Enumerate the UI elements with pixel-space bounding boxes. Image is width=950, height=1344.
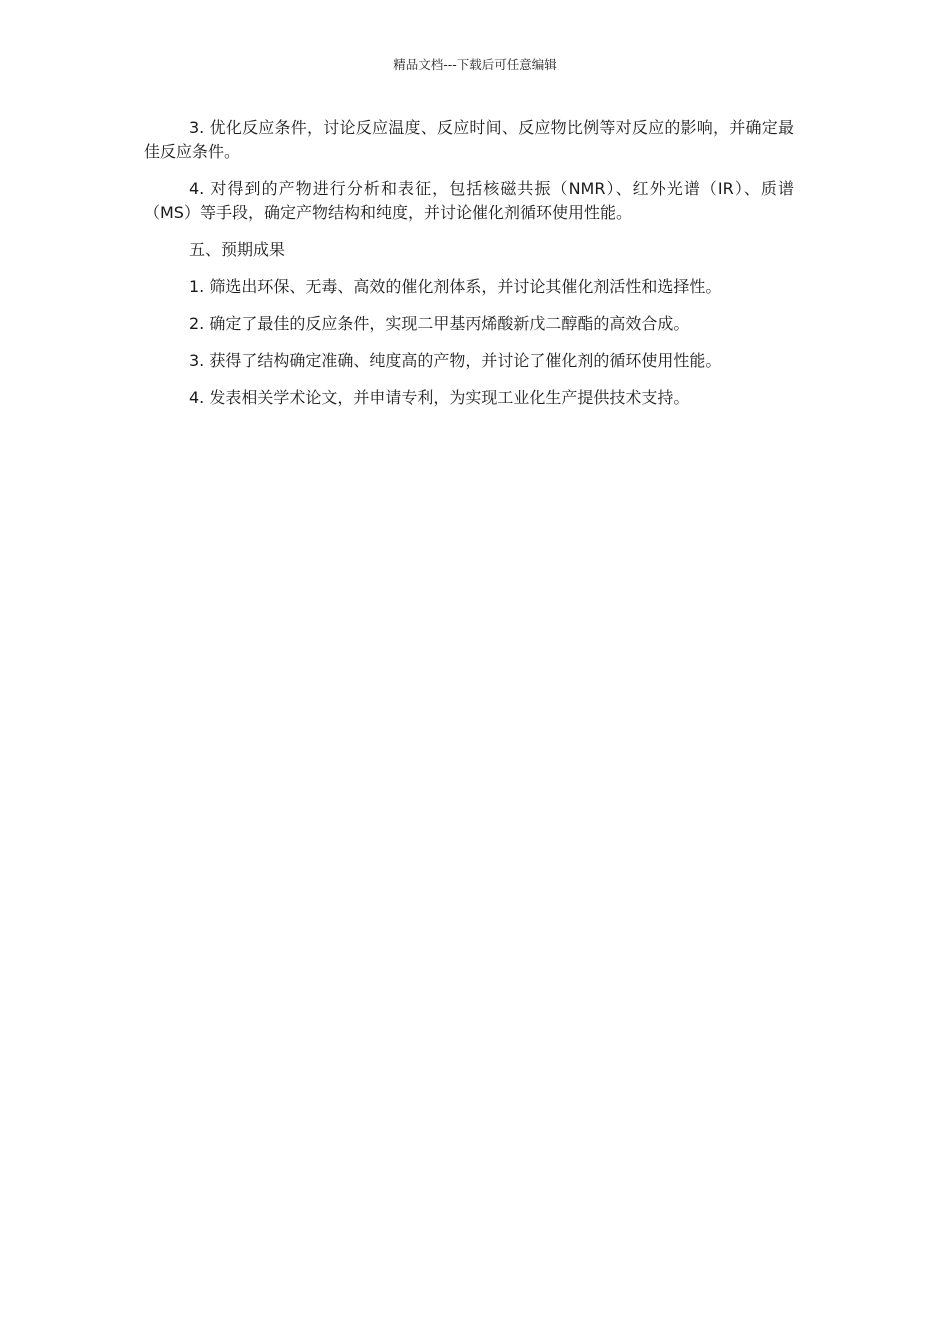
paragraph-result-4: 4. 发表相关学术论文，并申请专利，为实现工业化生产提供技术支持。	[189, 388, 690, 407]
paragraph-step-4: 4. 对得到的产物进行分析和表征，包括核磁共振（NMR）、红外光谱（IR）、质谱（MS）等手段，确定产物结构和纯度，并讨论催化剂循环使用性能。	[144, 179, 794, 222]
paragraph-result-3: 3. 获得了结构确定准确、纯度高的产物，并讨论了催化剂的循环使用性能。	[189, 351, 722, 370]
paragraph-result-1: 1. 筛选出环保、无毒、高效的催化剂体系，并讨论其催化剂活性和选择性。	[189, 277, 722, 296]
paragraph-step-3: 3. 优化反应条件，讨论反应温度、反应时间、反应物比例等对反应的影响，并确定最佳反应条件。	[144, 118, 794, 161]
document-body	[144, 116, 794, 423]
page-header: 精品文档---下载后可任意编辑	[393, 57, 557, 72]
paragraph-result-2: 2. 确定了最佳的反应条件，实现二甲基丙烯酸新戊二醇酯的高效合成。	[189, 314, 690, 333]
section-heading-expected-results: 五、预期成果	[189, 240, 286, 259]
